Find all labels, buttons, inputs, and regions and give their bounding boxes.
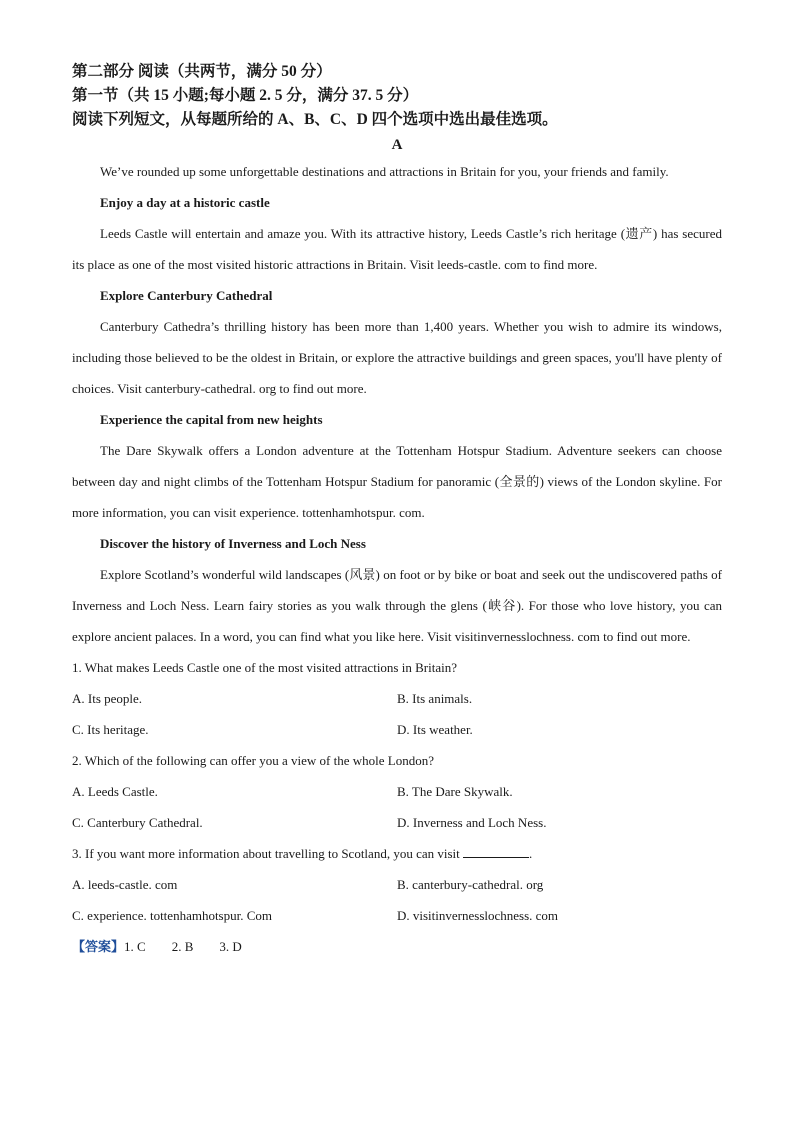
answer-tag: 【答案】: [72, 939, 125, 954]
question-1-options: [72, 683, 722, 745]
question-3-options: [72, 869, 722, 931]
section-title-skywalk: Experience the capital from new heights: [100, 412, 323, 427]
question-2-option-d: D. Inverness and Loch Ness.: [397, 815, 547, 830]
subsection-heading: 第一节（共 15 小题;每小题 2. 5 分，满分 37. 5 分）: [72, 87, 419, 104]
instructions: 阅读下列短文，从每题所给的 A、B、C、D 四个选项中选出最佳选项。: [72, 111, 558, 128]
question-3-stem: [72, 838, 722, 869]
section-heading: 第二部分 阅读（共两节，满分 50 分）: [72, 63, 332, 80]
passage-label: A: [391, 137, 403, 153]
question-2-options: [72, 776, 722, 838]
question-3-stem-end: .: [529, 846, 533, 861]
question-3-option-c: C. experience. tottenhamhotspur. Com: [72, 908, 273, 923]
section-body-canterbury: Canterbury Cathedra’s thrilling history has been more than 1,400 years. Whether you wish to admire its windows, including those believed to be the oldest in Britain, or explore the attractive buildings and green spaces, you'll have plenty of choices. Visit canterbury-cathedral. org to find out more.: [72, 319, 722, 396]
question-1-option-d: D. Its weather.: [397, 722, 473, 737]
section-body-inverness: Explore Scotland’s wonderful wild landscapes (风景) on foot or by bike or boat and seek out the undiscovered paths of Inverness and Loch Ness. Learn fairy stories as you walk through the glens (峡谷). For those who love history, you can explore ancient palaces. In a word, you can find what you like here. Visit visitinvernesslochness. com to find out more.: [72, 567, 722, 644]
section-title-leeds: Enjoy a day at a historic castle: [100, 195, 270, 210]
question-1-option-b: B. Its animals.: [397, 691, 473, 706]
question-2-option-a: A. Leeds Castle.: [72, 784, 158, 799]
document-page: [72, 60, 722, 962]
question-1-option-a: A. Its people.: [72, 691, 143, 706]
passage-intro: We’ve rounded up some unforgettable destinations and attractions in Britain for you, your friends and family.: [100, 164, 669, 179]
section-title-inverness: Discover the history of Inverness and Loch Ness: [100, 536, 366, 551]
question-3-option-a: A. leeds-castle. com: [72, 877, 178, 892]
question-1-stem: 1. What makes Leeds Castle one of the most visited attractions in Britain?: [72, 660, 457, 675]
section-body-skywalk: The Dare Skywalk offers a London adventure at the Tottenham Hotspur Stadium. Adventure seekers can choose between day and night climbs of the Tottenham Hotspur Stadium for panoramic (全景的) views of the London skyline. For more information, you can visit experience. tottenhamhotspur. com.: [72, 443, 722, 520]
section-body-leeds: Leeds Castle will entertain and amaze you. With its attractive history, Leeds Castle’s rich heritage (遗产) has secured its place as one of the most visited historic attractions in Britain. Visit leeds-castle. com to find more.: [72, 226, 722, 272]
question-3-option-b: B. canterbury-cathedral. org: [397, 877, 544, 892]
answer-1: 1. C: [124, 939, 146, 954]
question-3-stem-text: 3. If you want more information about travelling to Scotland, you can visit: [72, 846, 464, 861]
answer-3: 3. D: [219, 939, 242, 954]
question-2-stem: 2. Which of the following can offer you a view of the whole London?: [72, 753, 434, 768]
question-1-option-c: C. Its heritage.: [72, 722, 149, 737]
question-3-option-d: D. visitinvernesslochness. com: [397, 908, 559, 923]
section-title-canterbury: Explore Canterbury Cathedral: [100, 288, 273, 303]
question-2-option-b: B. The Dare Skywalk.: [397, 784, 513, 799]
answer-key: [72, 931, 722, 962]
answer-blank: [463, 843, 529, 858]
answer-2: 2. B: [171, 939, 194, 954]
question-2-option-c: C. Canterbury Cathedral.: [72, 815, 203, 830]
